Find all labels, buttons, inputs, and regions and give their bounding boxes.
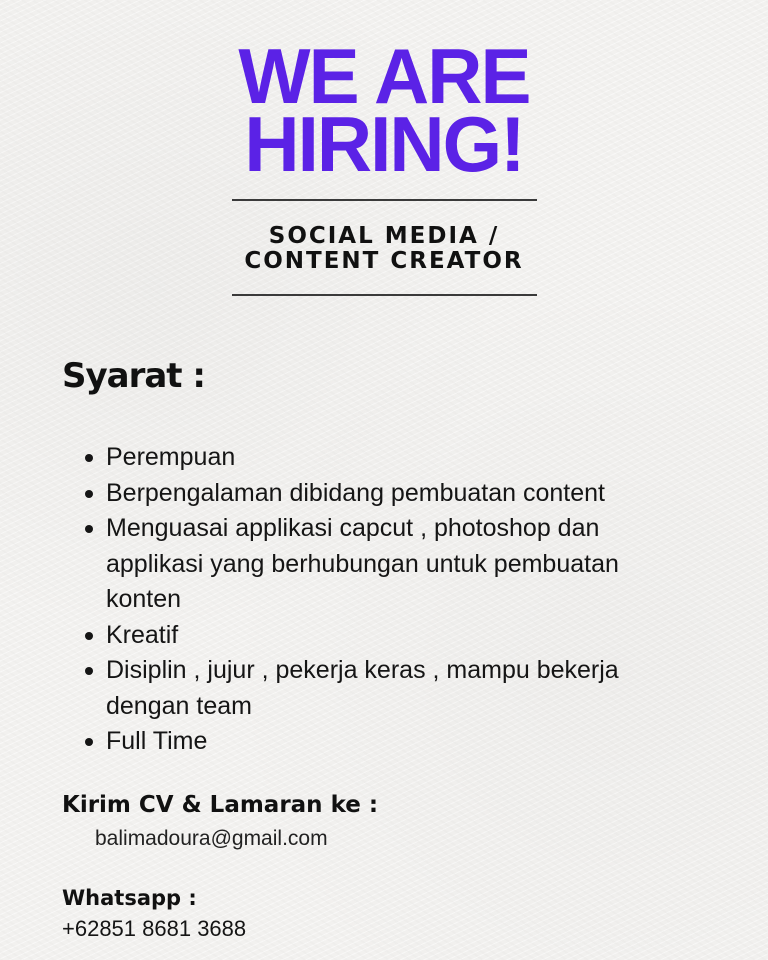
headline-line-1: WE ARE xyxy=(238,32,530,120)
divider-top xyxy=(232,199,537,201)
bullet-icon xyxy=(85,454,93,462)
job-role-line-2: CONTENT CREATOR xyxy=(244,248,524,274)
requirements-title: Syarat : xyxy=(62,356,205,396)
phone-number[interactable]: +62851 8681 3688 xyxy=(62,916,247,941)
list-item xyxy=(85,724,725,760)
headline-line-2: HIRING! xyxy=(244,100,524,188)
list-item xyxy=(85,476,725,512)
requirement-text: Berpengalaman dibidang pembuatan content xyxy=(106,478,605,507)
whatsapp-title: Whatsapp : xyxy=(62,886,197,910)
list-item xyxy=(85,618,725,654)
divider-bottom xyxy=(232,294,537,296)
bullet-icon xyxy=(85,667,93,675)
list-item xyxy=(85,653,696,724)
list-item xyxy=(85,511,696,618)
bullet-icon xyxy=(85,738,93,746)
requirement-text: Kreatif xyxy=(106,620,179,649)
cv-submission-title: Kirim CV & Lamaran ke : xyxy=(62,792,379,818)
bullet-icon xyxy=(85,525,93,533)
requirement-text: Full Time xyxy=(106,727,208,755)
email-address[interactable]: balimadoura@gmail.com xyxy=(95,827,328,850)
bullet-icon xyxy=(85,632,93,640)
list-item xyxy=(85,440,725,476)
requirement-text: Disiplin , jujur , pekerja keras , mampu bekerja dengan team xyxy=(106,656,619,720)
requirement-text: Menguasai applikasi capcut , photoshop dan applikasi yang berhubungan untuk pembuatan konten xyxy=(106,514,619,613)
job-role-line-1: SOCIAL MEDIA / xyxy=(268,223,500,249)
requirement-text: Perempuan xyxy=(106,443,236,471)
requirements-list xyxy=(85,440,725,760)
bullet-icon xyxy=(85,490,93,498)
